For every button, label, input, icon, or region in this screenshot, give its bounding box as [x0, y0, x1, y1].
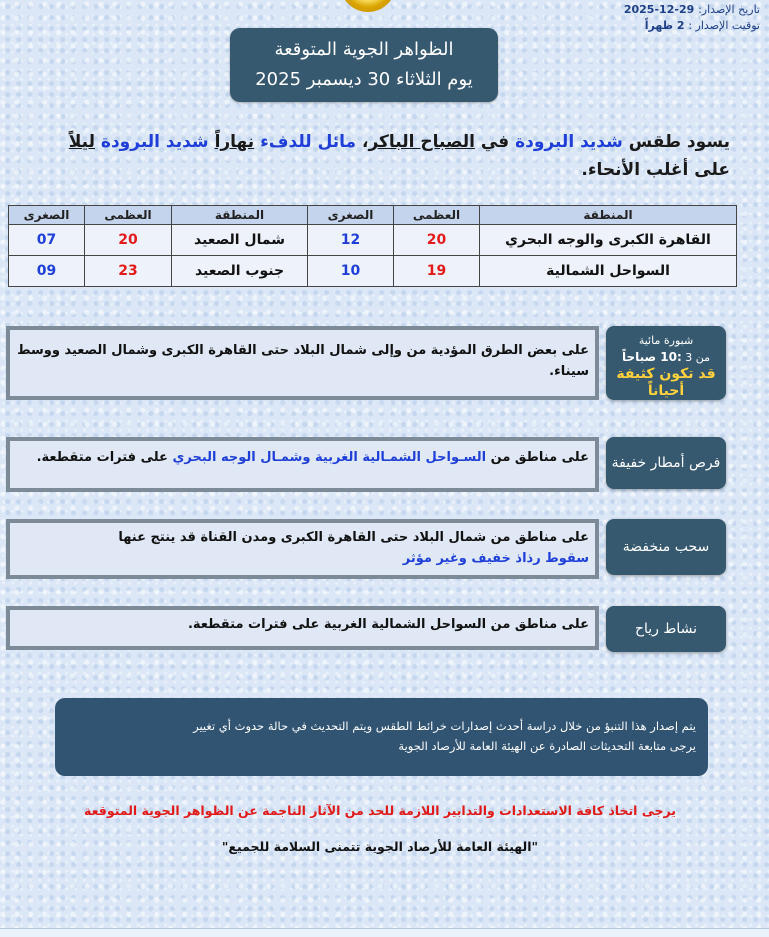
- min-temp-cell: 09: [9, 256, 85, 287]
- clouds-label-box: [606, 519, 726, 575]
- header-max: العظمى: [394, 206, 480, 225]
- header-region: المنطقة: [480, 206, 737, 225]
- ema-logo: [340, 0, 396, 12]
- max-temp-cell: 20: [85, 225, 172, 256]
- fog-time-to: :10 صباحاً: [621, 350, 682, 364]
- wind-text: على مناطق من السواحل الشمالية الغربية على فترات متقطعة.: [187, 617, 589, 632]
- fog-label-box: [606, 326, 726, 400]
- rain-regions: السـواحل الشمـالية الغربية وشمـال الوجه البحري: [172, 450, 487, 465]
- summary-early-morning: الصباح الباكر: [368, 132, 475, 152]
- fog-label: شبورة مائية: [638, 334, 694, 347]
- issue-info: [600, 2, 760, 34]
- fog-time-from: من 3: [685, 351, 711, 364]
- max-temp-cell: 20: [394, 225, 480, 256]
- min-temp-cell: 07: [9, 225, 85, 256]
- issue-time: [600, 18, 760, 34]
- rain-label: فرص أمطار خفيفة: [611, 455, 721, 471]
- safety-slogan: "الهيئة العامة للأرصاد الجوية تتمنى السلامة للجميع": [221, 839, 539, 854]
- title-line-1: الظواهر الجوية المتوقعة: [274, 39, 454, 60]
- temperature-table: [8, 205, 737, 287]
- wind-label: نشاط رياح: [634, 621, 697, 637]
- rain-text: على فترات متقطعة.: [36, 450, 168, 465]
- region-cell: السواحل الشمالية: [480, 256, 737, 287]
- header-region: المنطقة: [172, 206, 308, 225]
- title-line-2: يوم الثلاثاء 30 ديسمبر 2025: [255, 69, 473, 90]
- summary-night: ليلاً: [68, 132, 95, 152]
- table-row: [9, 256, 737, 287]
- rain-label-box: [606, 437, 726, 489]
- max-temp-cell: 23: [85, 256, 172, 287]
- summary-daytime: نهاراً: [214, 132, 255, 152]
- clouds-text-box: [6, 519, 599, 579]
- issue-date-value: 29-12-2025: [623, 3, 695, 16]
- clouds-text: على مناطق من شمال البلاد حتى القاهرة الكبرى ومدن القناة قد ينتج عنها: [118, 530, 589, 545]
- region-cell: جنوب الصعيد: [172, 256, 308, 287]
- fog-dense-note: قد تكون كثيفة أحياناً: [616, 366, 716, 399]
- issue-time-value: 2 ظهراً: [644, 19, 685, 32]
- header-max: العظمى: [85, 206, 172, 225]
- wind-text-box: [6, 606, 599, 650]
- page-title: [230, 28, 498, 102]
- max-temp-cell: 19: [394, 256, 480, 287]
- table-row: [9, 225, 737, 256]
- region-cell: شمال الصعيد: [172, 225, 308, 256]
- note-line-1: يتم إصدار هذا التنبؤ من خلال دراسة أحدث إصدارات خرائط الطقس ويتم التحديث في حالة حدوث أي تغيير: [193, 719, 696, 733]
- issue-date-label: تاريخ الإصدار:: [698, 3, 760, 16]
- update-note: [55, 698, 708, 776]
- header-min: الصغرى: [9, 206, 85, 225]
- fog-time: [606, 349, 726, 366]
- summary-text: ،: [361, 132, 369, 152]
- summary-emph-cold: شديد البرودة: [515, 132, 623, 152]
- summary-text: يسود طقس: [628, 132, 730, 152]
- min-temp-cell: 10: [308, 256, 394, 287]
- issue-date: [600, 2, 760, 18]
- table-header-row: [9, 206, 737, 225]
- fog-text-box: [6, 326, 599, 400]
- summary-text: في: [480, 132, 510, 152]
- min-temp-cell: 12: [308, 225, 394, 256]
- clouds-label: سحب منخفضة: [622, 539, 710, 555]
- wind-label-box: [606, 606, 726, 652]
- summary-text: على أغلب الأنحاء.: [581, 160, 730, 180]
- summary-emph-cold-night: شديد البرودة: [100, 132, 209, 152]
- issue-time-label: توقيت الإصدار :: [688, 19, 760, 32]
- summary-emph-warm: مائل للدفء: [260, 132, 357, 152]
- header-min: الصغرى: [308, 206, 394, 225]
- rain-text-box: [6, 437, 599, 492]
- weather-summary: [30, 128, 730, 184]
- rain-text: على مناطق من: [490, 450, 589, 465]
- precaution-warning: يرجى اتخاذ كافة الاستعدادات والتدابير اللازمة للحد من الآثار الناجمة عن الظواهر الجوية المتوقعة: [84, 803, 676, 818]
- fog-text: على بعض الطرق المؤدية من وإلى شمال البلاد حتى القاهرة الكبرى وشمال الصعيد ووسط سيناء.: [17, 343, 589, 379]
- region-cell: القاهرة الكبرى والوجه البحري: [480, 225, 737, 256]
- note-line-2: يرجى متابعة التحديثات الصادرة عن الهيئة العامة للأرصاد الجوية: [398, 739, 696, 753]
- clouds-drizzle: سقوط رذاذ خفيف وغير مؤثر: [402, 551, 589, 566]
